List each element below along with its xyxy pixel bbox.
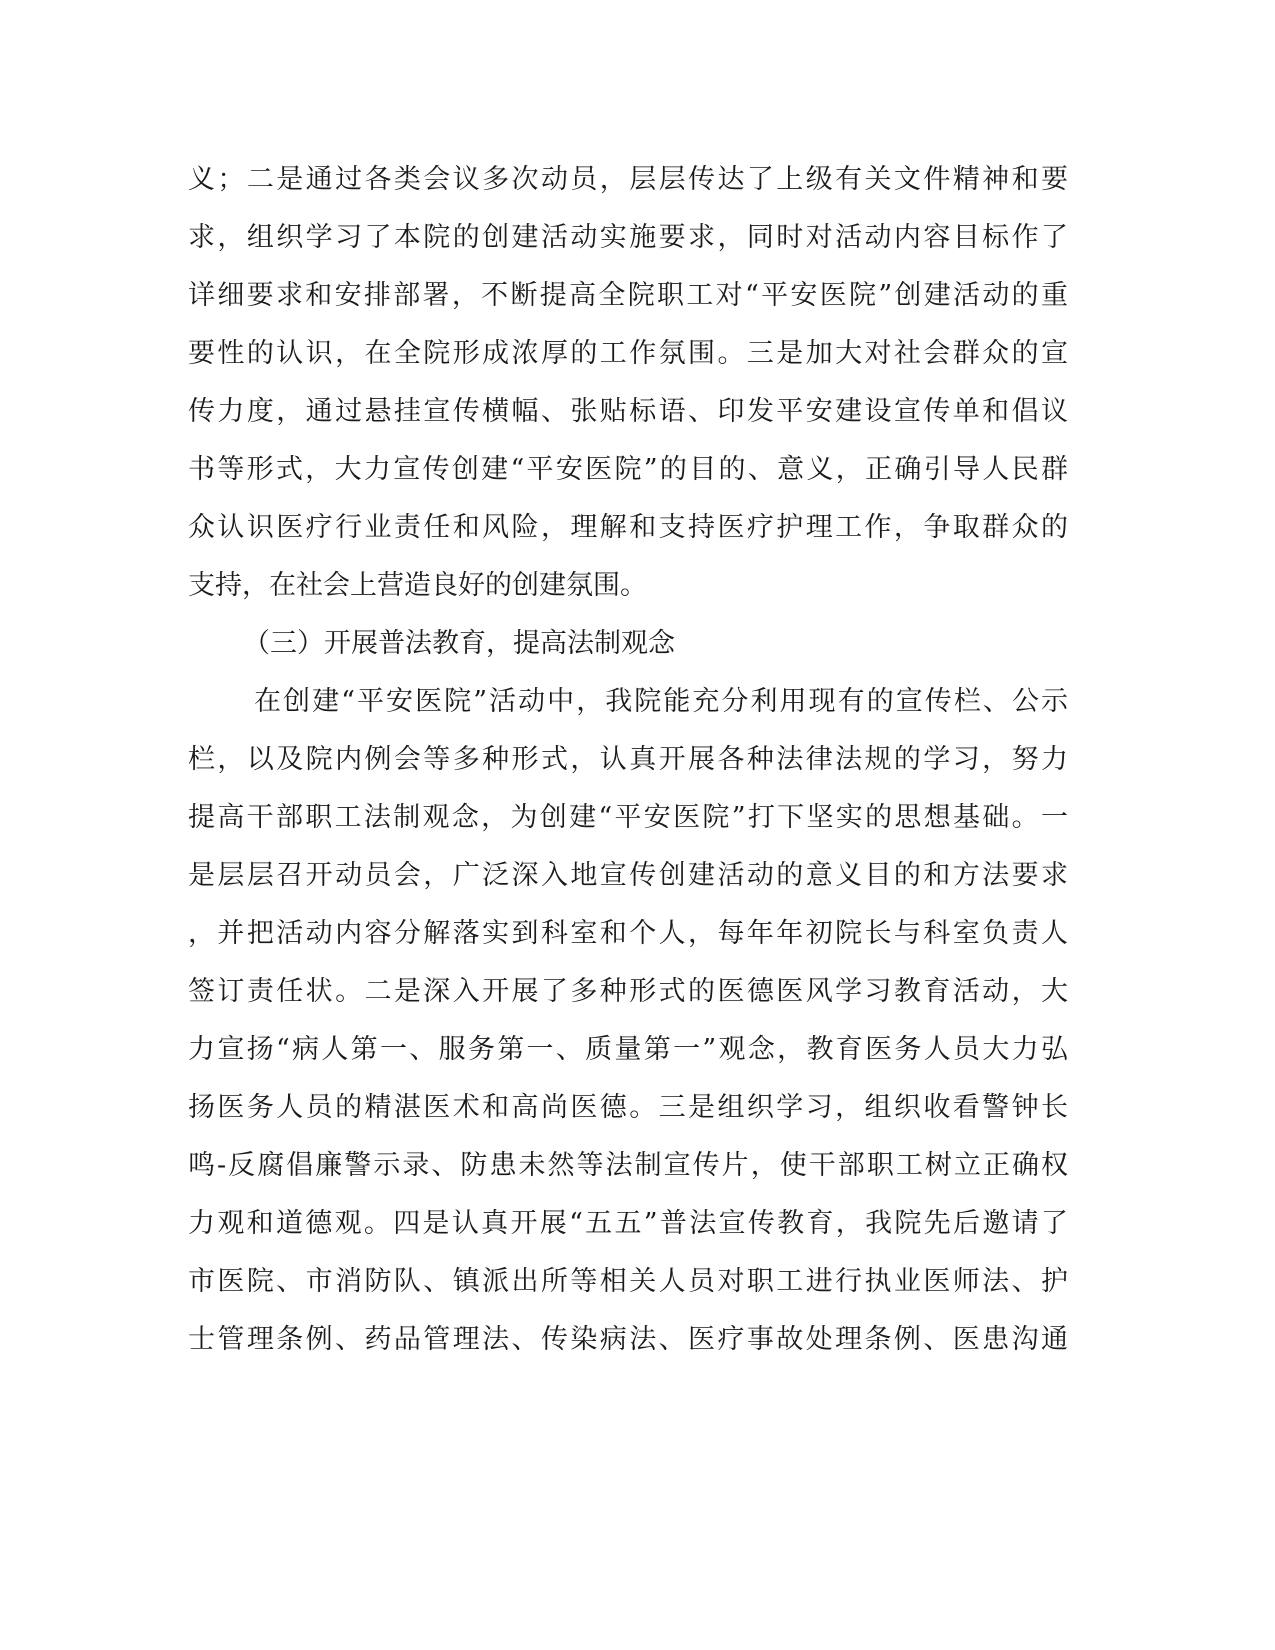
body-line: 力观和道德观。四是认真开展“五五”普法宣传教育，我院先后邀请了 [188,1208,1068,1239]
body-line: 传力度，通过悬挂宣传横幅、张贴标语、印发平安建设宣传单和倡议 [188,396,1068,427]
body-line: 众认识医疗行业责任和风险，理解和支持医疗护理工作，争取群众的 [188,512,1068,543]
body-line: 鸣-反腐倡廉警示录、防患未然等法制宣传片，使干部职工树立正确权 [188,1150,1068,1181]
body-line: 力宣扬“病人第一、服务第一、质量第一”观念，教育医务人员大力弘 [188,1034,1068,1065]
body-line: 签订责任状。二是深入开展了多种形式的医德医风学习教育活动，大 [188,976,1068,1007]
body-line: 要性的认识，在全院形成浓厚的工作氛围。三是加大对社会群众的宣 [188,338,1068,369]
body-line: 栏，以及院内例会等多种形式，认真开展各种法律法规的学习，努力 [188,744,1068,775]
body-line: 义；二是通过各类会议多次动员，层层传达了上级有关文件精神和要 [188,164,1068,195]
body-line-paragraph-end: 支持，在社会上营造良好的创建氛围。 [188,570,647,601]
body-line: 求，组织学习了本院的创建活动实施要求，同时对活动内容目标作了 [188,222,1068,253]
body-line: 士管理条例、药品管理法、传染病法、医疗事故处理条例、医患沟通 [188,1324,1068,1355]
body-line: 是层层召开动员会，广泛深入地宣传创建活动的意义目的和方法要求 [188,860,1068,891]
section-heading: （三）开展普法教育，提高法制观念 [243,628,675,659]
body-line: 市医院、市消防队、镇派出所等相关人员对职工进行执业医师法、护 [188,1266,1068,1297]
body-line: ，并把活动内容分解落实到科室和个人，每年年初院长与科室负责人 [188,918,1068,949]
body-line: 详细要求和安排部署，不断提高全院职工对“平安医院”创建活动的重 [188,280,1068,311]
body-line-paragraph-start: 在创建“平安医院”活动中，我院能充分利用现有的宣传栏、公示 [254,686,1068,717]
body-line: 书等形式，大力宣传创建“平安医院”的目的、意义，正确引导人民群 [188,454,1068,485]
body-line: 提高干部职工法制观念，为创建“平安医院”打下坚实的思想基础。一 [188,802,1068,833]
body-line: 扬医务人员的精湛医术和高尚医德。三是组织学习，组织收看警钟长 [188,1092,1068,1123]
